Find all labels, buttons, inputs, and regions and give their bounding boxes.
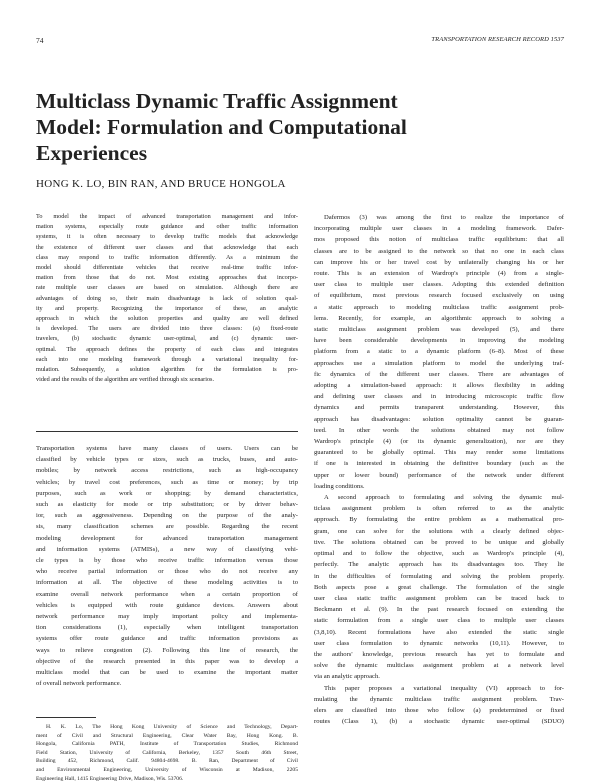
text-line: such as elasticity for mode or trip substitution; or by driver behav-: [36, 501, 298, 509]
title-line: Experiences: [36, 141, 148, 165]
paragraph-analytic-approach: [314, 492, 564, 682]
text-line: multiclass model that can be used to examine the important matter: [36, 669, 298, 677]
text-line: travelers, (b) stochastic dynamic user-optimal, and (c) dynamic user-: [36, 335, 298, 343]
text-line: is developed. The users are divided into three classes: (a) fixed-route: [36, 325, 298, 333]
text-line: perfectly. The analytic approach has its disadvantages too. They lie: [314, 561, 564, 569]
text-line: static formulation from a single user class to multiple user classes: [314, 617, 564, 625]
text-line: class may respond to traffic information differently. As a minimum the: [36, 253, 298, 261]
text-line: have been considerable developments in improving the modeling: [314, 337, 564, 345]
paragraph-dafermos: [314, 212, 564, 492]
text-line: approaches use a simulation platform to model the underlying traf-: [314, 359, 564, 367]
text-line: purposes, such as work or shopping; by demand characteristics,: [36, 489, 298, 497]
text-line: ior, such as aggressiveness. Depending on the purpose of the analy-: [36, 512, 298, 520]
text-line: tive. The solutions obtained can be proved to be unique and globally: [314, 538, 564, 546]
title-line: Model: Formulation and Computational: [36, 115, 407, 139]
text-line: Beckmann et al. (9). In the past research focused on extending the: [314, 606, 564, 614]
text-line: Wardrop's principle (4) (or its dynamic generalization), nor are they: [314, 438, 564, 446]
author-affiliations-footnote: [36, 723, 298, 783]
text-line: loading conditions.: [314, 482, 365, 490]
text-line: To model the impact of advanced transportation management and infor-: [36, 213, 298, 220]
text-line: of overall network performance.: [36, 680, 122, 688]
text-line: fic dynamics of the different user classes. There are advantages of: [314, 370, 564, 378]
text-line: can improve his or her travel cost by unilaterally changing his or her: [314, 258, 564, 266]
text-line: user class formulation to dynamic networks (10,11). However, to: [314, 639, 564, 647]
text-line: who receive partial information or those who do not receive any: [36, 568, 298, 576]
text-line: via an analytic approach.: [314, 673, 380, 681]
text-line: optimal. The approach defines the property of each class and integrates: [36, 345, 298, 353]
introduction-text: [36, 443, 298, 689]
text-line: guaranteed to be globally optimal. This may render some limitations: [314, 449, 564, 457]
text-line: solve the dynamic multiclass assignment problem at a network level: [314, 662, 564, 670]
text-line: advantages of doing so, their main disadvantage is lack of solution qual-: [36, 294, 298, 302]
text-line: model should differentiate vehicles that receive real-time traffic infor-: [36, 264, 298, 272]
text-line: sis, many classification schemes are possible. Regarding the recent: [36, 523, 298, 531]
text-line: ways to relieve congestion (2). Following this line of research, the: [36, 646, 298, 654]
text-line: mulation. Subsequently, a solution algorithm for the formulation is pro-: [36, 366, 298, 374]
text-line: route. This is an extension of Wardrop's principle (4) from a single-: [314, 270, 564, 278]
text-line: ment of Civil and Structural Engineering, Clear Water Bay, Hong Kong. B.: [36, 732, 298, 739]
text-line: mos proposed this notion of multiclass traffic equilibrium: that all: [314, 236, 564, 244]
text-line: Transportation systems have many classes of users. Users can be: [36, 445, 298, 452]
paragraph-vi-approach: [314, 683, 564, 728]
text-line: user class to multiple user classes. Adopting this extended definition: [314, 281, 564, 289]
text-line: in the difficulties of formulating and solving the problem properly.: [314, 572, 564, 580]
text-line: classes are to be assigned to the network so that no one in each class: [314, 247, 564, 255]
footnote-divider: [36, 717, 96, 718]
text-line: vehicles; by travel cost preferences, such as time or money; by trip: [36, 478, 298, 486]
text-line: Dafermos (3) was among the first to realize the importance of: [324, 214, 564, 221]
text-line: modeling development for advanced transportation management: [36, 534, 298, 542]
text-line: mation systems, especially route guidance and other traffic information: [36, 223, 298, 231]
text-line: static multiclass assignment problem was developed (5), and there: [314, 326, 564, 334]
text-line: if one is interested in obtaining the definitive boundary (such as the: [314, 460, 564, 468]
text-line: (3,8,10). Recent formulations have also extended the static single: [314, 628, 564, 636]
text-line: the authors' knowledge, previous research has yet to formulate and: [314, 650, 564, 658]
text-line: cle types is by those who receive traffic information versus those: [36, 557, 298, 565]
text-line: classified by vehicle types or sizes, such as trucks, buses, and auto-: [36, 456, 298, 464]
text-line: a static approach to modeling multiclass traffic assignment prob-: [314, 303, 564, 311]
text-line: each into one modeling framework through a variational inequality for-: [36, 355, 298, 363]
text-line: tion considerations (1), especially when intelligent transportation: [36, 624, 298, 632]
text-line: and information systems (ATMISs), a new way of classifying vehi-: [36, 545, 298, 553]
text-line: mulating the dynamic multiclass traffic assignment problem. Trav-: [314, 695, 564, 703]
text-line: ticlass assignment problem is often referred to as the analytic: [314, 505, 564, 513]
text-line: ity and property. Recognizing the importance of these, an analytic: [36, 304, 298, 312]
text-line: and defining user classes and in introducing microscopic traffic flow: [314, 393, 564, 401]
text-line: vehicles is equipped with route guidance devices. Answers about: [36, 601, 298, 609]
text-line: upper or lower bound) performance of the network under different: [314, 471, 564, 479]
text-line: objective of the research presented in this paper was to develop a: [36, 657, 298, 665]
text-line: This paper proposes a variational inequality (VI) approach to for-: [324, 684, 564, 692]
text-line: mobiles; by network access restrictions, such as high-occupancy: [36, 467, 298, 475]
text-line: rate multiple user classes are based on simulation. Although there are: [36, 284, 298, 292]
text-line: optimal and to follow the objective, such as Wardrop's principle (4),: [314, 550, 564, 558]
text-line: incorporating multiple user classes in a modeling framework. Dafer-: [314, 225, 564, 233]
text-line: vided and the results of the algorithm are verified through six scenarios.: [36, 376, 215, 384]
text-line: systems offer route guidance and traffic information provisions as: [36, 635, 298, 643]
text-line: information at all. The objective of these modeling activities is to: [36, 579, 298, 587]
text-line: systems, it is often necessary to develop traffic models that acknowledge: [36, 233, 298, 241]
text-line: mation from those that do not. Most existing approaches that incorpo-: [36, 274, 298, 282]
text-line: of equilibrium, most previous research focused exclusively on using: [314, 292, 564, 300]
text-line: Hongola, California PATH, Institute of Transportation Studies, Richmond: [36, 741, 298, 748]
abstract-divider: [36, 431, 298, 432]
title-line: Multiclass Dynamic Traffic Assignment: [36, 89, 398, 113]
text-line: platform from a static to a dynamic platform (6–8). Most of these: [314, 348, 564, 356]
text-line: approach. By formulating the entire problem as a mathematical pro-: [314, 516, 564, 524]
page-number: 74: [36, 36, 44, 45]
text-line: routes (Class 1), (b) a stochastic dynamic user-optimal (SDUO): [314, 718, 564, 726]
text-line: lems. Recently, for example, an algorithmic approach to solving a: [314, 314, 564, 322]
text-line: A second approach to formulating and solving the dynamic mul-: [324, 494, 564, 502]
right-column: [314, 212, 564, 727]
text-line: dynamics and permits transparent understanding. However, this: [314, 404, 564, 412]
text-line: Engineering Hall, 1415 Engineering Drive, Madison, Wis. 53706.: [36, 775, 184, 782]
text-line: Field Station, University of California, Berkeley, 1357 South 46th Street,: [36, 749, 298, 756]
text-line: approach has disadvantages: solution optimality cannot be guaran-: [314, 415, 564, 423]
author-list: HONG K. LO, BIN RAN, AND BRUCE HONGOLA: [36, 178, 286, 190]
text-line: network performance may imply important policy and implementa-: [36, 613, 298, 621]
text-line: gram, one can solve for the solutions with a clearly defined objec-: [314, 527, 564, 535]
text-line: elers are classified into those who follow (a) predetermined or fixed: [314, 706, 564, 714]
paper-title: [36, 88, 556, 166]
journal-header: TRANSPORTATION RESEARCH RECORD 1537: [431, 36, 564, 43]
text-line: adopting a simulation-based approach: it allows flexibility in adding: [314, 382, 564, 390]
text-line: the existence of different user classes and that acknowledge that each: [36, 243, 298, 251]
text-line: approach in which the solution properties and quality are well defined: [36, 315, 298, 323]
text-line: teed. In other words the solutions obtained may not follow: [314, 426, 564, 434]
text-line: user class static traffic assignment problem can be traced back to: [314, 594, 564, 602]
abstract: [36, 212, 298, 385]
text-line: and Environmental Engineering, University of Wisconsin at Madison, 2205: [36, 766, 298, 773]
text-line: Building 452, Richmond, Calif. 94804-4698. B. Ran, Department of Civil: [36, 758, 298, 765]
text-line: examine overall network performance when a certain proportion of: [36, 590, 298, 598]
text-line: Both aspects pose a great challenge. The formulation of the single: [314, 583, 564, 591]
text-line: H. K. Lo, The Hong Kong University of Science and Technology, Depart-: [46, 724, 298, 730]
